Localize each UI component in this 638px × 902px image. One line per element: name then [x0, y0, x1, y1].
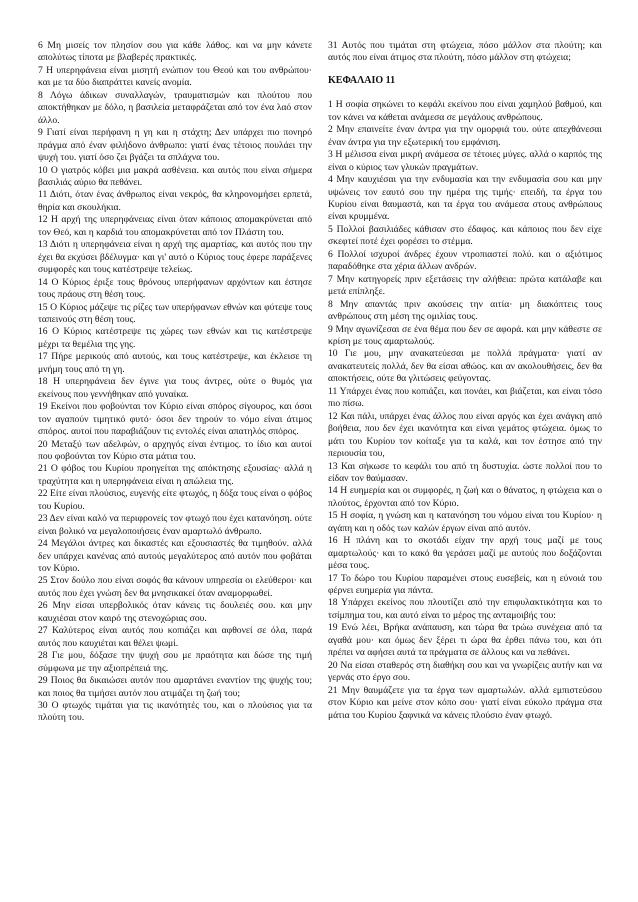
- verse: 14 Ο Κύριος έριξε τους θρόνους υπερήφανων αρχόντων και έστησε τους πράους στη θέση τους.: [38, 276, 312, 301]
- verse: 11 Υπάρχει ένας που κοπιάζει, και πονάει, και βιάζεται, και είναι τόσο πιο πίσω.: [328, 385, 602, 410]
- verse: 26 Μην είσαι υπερβολικός όταν κάνεις τις δουλειές σου. και μην καυχιέσαι στον καιρό της στενοχώριας σου.: [38, 600, 312, 624]
- verse: 18 Υπάρχει εκείνος που πλουτίζει από την επιφυλακτικότητα και το τσίμπημα του, και αυτό είναι το μέρος της ανταμοιβής του:: [328, 597, 602, 621]
- verse: 19 Ενώ λέει, Βρήκα ανάπαυση, και τώρα θα τρώω συνέχεια από τα αγαθά μου· και όμως δεν ξέρει τι ώρα θα έρθει πάνω του, και ότι πρέπει να αφήσει αυτά τα πράγματα σε άλλους και να πεθάνει.: [328, 622, 602, 659]
- verse: 25 Στον δούλο που είναι σοφός θα κάνουν υπηρεσία οι ελεύθεροι· και αυτός που έχει γνώση δεν θα μνησικακεί όταν αναμορφωθεί.: [38, 575, 312, 599]
- verse: 16 Η πλάνη και το σκοτάδι είχαν την αρχή τους μαζί με τους αμαρτωλούς· και το κακό θα γεράσει μαζί με αυτούς που δοξάζονται μέσα τους.: [328, 535, 602, 572]
- verse: 13 Διότι η υπερηφάνεια είναι η αρχή της αμαρτίας, και αυτός που την έχει θα εκχύσει βδέλυγμα· και γι' αυτό ο Κύριος τους έφερε παράξενες συμφορές και τους κατέστρεψε τελείως.: [38, 239, 312, 276]
- verse: 24 Μεγάλοι άντρες και δικαστές και εξουσιαστές θα τιμηθούν. αλλά δεν υπάρχει κανένας από αυτούς μεγαλύτερος από αυτόν που φοβάται τον Κύριο.: [38, 538, 312, 575]
- verse: 12 Και πάλι, υπάρχει ένας άλλος που είναι αργός και έχει ανάγκη από βοήθεια, που δεν έχει ικανότητα και είναι γεμάτος φτώχεια. όμως το μάτι του Κυρίου τον κοίταξε για τα καλά, και τον έστησε από την περιουσία του,: [328, 410, 602, 460]
- verse: 6 Μη μισείς τον πλησίον σου για κάθε λάθος. και να μην κάνετε απολύτως τίποτα με βλαβερές πρακτικές.: [38, 40, 312, 64]
- verse: 21 Ο φόβος του Κυρίου προηγείται της απόκτησης εξουσίας· αλλά η τραχύτητα και η υπερηφάνεια είναι η απώλεια της.: [38, 463, 312, 487]
- verse: 9 Γιατί είναι περήφανη η γη και η στάχτη; Δεν υπάρχει πιο πονηρό πράγμα από έναν φιλήδονο άνθρωπο: γιατί ένας τέτοιος πουλάει την ψυχή του. γιατί όσο ζει βγάζει τα σπλάχνα του.: [38, 127, 312, 164]
- verse: 21 Μην θαυμάζετε για τα έργα των αμαρτωλών. αλλά εμπιστεύσου στον Κύριο και μείνε στον κόπο σου· γιατί είναι εύκολο πράγμα στα μάτια του Κυρίου ξαφνικά να κάνεις πλούσιο έναν φτωχό.: [328, 684, 602, 721]
- verse: 6 Πολλοί ισχυροί άνδρες έχουν ντροπιαστεί πολύ. και ο αξιότιμος παραδόθηκε στα χέρια άλλων ανδρών.: [328, 248, 602, 273]
- verse: 31 Αυτός που τιμάται στη φτώχεια, πόσο μάλλον στα πλούτη; και αυτός που είναι άτιμος στα πλούτη, πόσο μάλλον στη φτώχεια;: [328, 40, 602, 64]
- verse: 2 Μην επαινείτε έναν άντρα για την ομορφιά του. ούτε απεχθάνεσαι έναν άντρα για την εξωτερική του εμφάνιση.: [328, 124, 602, 148]
- verse: 15 Ο Κύριος μάζεψε τις ρίζες των υπερήφανων εθνών και φύτεψε τους ταπεινούς στη θέση τους.: [38, 301, 312, 325]
- verse: 8 Μην απαντάς πριν ακούσεις την αιτία· μη διακόπτεις τους ανθρώπους στη μέση της ομιλίας τους.: [328, 298, 602, 323]
- verse: 20 Να είσαι σταθερός στη διαθήκη σου και να γνωρίζεις αυτήν και να γερνάς στο έργο σου.: [328, 659, 602, 684]
- chapter-heading: ΚΕΦΑΛΑΙΟ 11: [328, 74, 396, 86]
- verse: 20 Μεταξύ των αδελφών, ο αρχηγός είναι έντιμος. το ίδιο και αυτοί που φοβούνται τον Κύριο στα μάτια του.: [38, 438, 312, 462]
- verse: 29 Ποιος θα δικαιώσει αυτόν που αμαρτάνει εναντίον της ψυχής του; και ποιος θα τιμήσει αυτόν που ατιμάζει τη ζωή του;: [38, 675, 312, 699]
- verse: 16 Ο Κύριος κατέστρεψε τις χώρες των εθνών και τις κατέστρεψε μέχρι τα θεμέλια της γης.: [38, 326, 312, 350]
- verse: 7 Μην κατηγορείς πριν εξετάσεις την αλήθεια: πρώτα κατάλαβε και μετά επίπληξε.: [328, 273, 602, 298]
- verse: 27 Καλύτερος είναι αυτός που κοπιάζει και αφθονεί σε όλα, παρά αυτός που καυχιέται και θέλει ψωμί.: [38, 625, 312, 649]
- verse: 10 Ο γιατρός κόβει μια μακρά ασθένεια. και αυτός που είναι σήμερα βασιλιάς αύριο θα πεθάνει.: [38, 164, 312, 188]
- verse: 4 Μην καυχιέσαι για την ενδυμασία και την ενδυμασία σου και μην υψώνεις τον εαυτό σου την ημέρα της τιμής· επειδή, τα έργα του Κυρίου είναι θαυμαστά, και τα έργα του ανάμεσα στους ανθρώπους είναι κρυμμένα.: [328, 174, 602, 223]
- verse: 7 Η υπερηφάνεια είναι μισητή ενώπιον του Θεού και του ανθρώπου· και με τα δύο διαπράττει κανείς ανομία.: [38, 64, 312, 89]
- left-column: [38, 40, 312, 870]
- verse: 18 Η υπερηφάνεια δεν έγινε για τους άντρες, ούτε ο θυμός για εκείνους που γεννήθηκαν από γυναίκα.: [38, 376, 312, 400]
- verse: 22 Είτε είναι πλούσιος, ευγενής είτε φτωχός, η δόξα τους είναι ο φόβος του Κυρίου.: [38, 488, 312, 512]
- verse: 17 Πήρε μερικούς από αυτούς, και τους κατέστρεψε, και έκλεισε τη μνήμη τους από τη γη.: [38, 351, 312, 375]
- document-page: [38, 40, 602, 870]
- verse: 5 Πολλοί βασιλιάδες κάθισαν στο έδαφος. και κάποιος που δεν είχε σκεφτεί ποτέ έχει φορέσει το στέμμα.: [328, 223, 602, 248]
- verse: 30 Ο φτωχός τιμάται για τις ικανότητές του, και ο πλούσιος για τα πλούτη του.: [38, 700, 312, 724]
- verse: 11 Διότι, όταν ένας άνθρωπος είναι νεκρός, θα κληρονομήσει ερπετά, θηρία και σκουλήκια.: [38, 189, 312, 213]
- verse: 17 Το δώρο του Κυρίου παραμένει στους ευσεβείς, και η εύνοιά του φέρνει ευημερία για πάντα.: [328, 572, 602, 597]
- verse: 1 Η σοφία σηκώνει το κεφάλι εκείνου που είναι χαμηλού βαθμού, και τον κάνει να κάθεται ανάμεσα σε μεγάλους ανθρώπους.: [328, 99, 602, 123]
- verse: 15 Η σοφία, η γνώση και η κατανόηση του νόμου είναι του Κυρίου· η αγάπη και η οδός των καλών έργων είναι από αυτόν.: [328, 510, 602, 534]
- verse: 9 Μην αγωνίζεσαι σε ένα θέμα που δεν σε αφορά. και μην κάθεστε σε κρίση με τους αμαρτωλούς.: [328, 323, 602, 347]
- verse: 14 Η ευημερία και οι συμφορές, η ζωή και ο θάνατος, η φτώχεια και ο πλούτος, έρχονται από τον Κύριο.: [328, 485, 602, 509]
- verse: 13 Και σήκωσε το κεφάλι του από τη δυστυχία. ώστε πολλοί που το είδαν τον θαύμασαν.: [328, 460, 602, 484]
- verse: 19 Εκείνοι που φοβούνται τον Κύριο είναι σπόρος σίγουρος, και όσοι τον αγαπούν τιμητικό φυτό· όσοι δεν τηρούν το νόμο είναι άτιμος σπόρος. αυτοί που παραβιάζουν τις εντολές είναι απατηλός σπόρος.: [38, 401, 312, 438]
- verse: 3 Η μέλισσα είναι μικρή ανάμεσα σε τέτοιες μύγες. αλλά ο καρπός της είναι ο κύριος των γλυκών πραγμάτων.: [328, 149, 602, 173]
- verse: 28 Γιε μου, δόξασε την ψυχή σου με πραότητα και δώσε της τιμή σύμφωνα με την αξιοπρέπειά της.: [38, 650, 312, 674]
- verse: 10 Γιε μου, μην ανακατεύεσαι με πολλά πράγματα· γιατί αν ανακατευτείς πολλά, δεν θα είσαι αθώος. και αν ακολουθήσεις, δεν θα αποκτήσεις, ούτε θα γλιτώσεις φεύγοντας.: [328, 348, 602, 385]
- right-column: [328, 40, 602, 870]
- verse: 23 Δεν είναι καλό να περιφρονείς τον φτωχό που έχει κατανόηση. ούτε είναι βολικό να μεγαλοποιήσεις έναν αμαρτωλό άνθρωπο.: [38, 513, 312, 537]
- verse: 8 Λόγω άδικων συναλλαγών, τραυματισμών και πλούτου που αποκτήθηκαν με δόλο, η βασιλεία μεταφράζεται από τον ένα λαό στον άλλο.: [38, 89, 312, 126]
- verse: 12 Η αρχή της υπερηφάνειας είναι όταν κάποιος απομακρύνεται από τον Θεό, και η καρδιά του απομακρύνεται από τον Πλάστη του.: [38, 214, 312, 238]
